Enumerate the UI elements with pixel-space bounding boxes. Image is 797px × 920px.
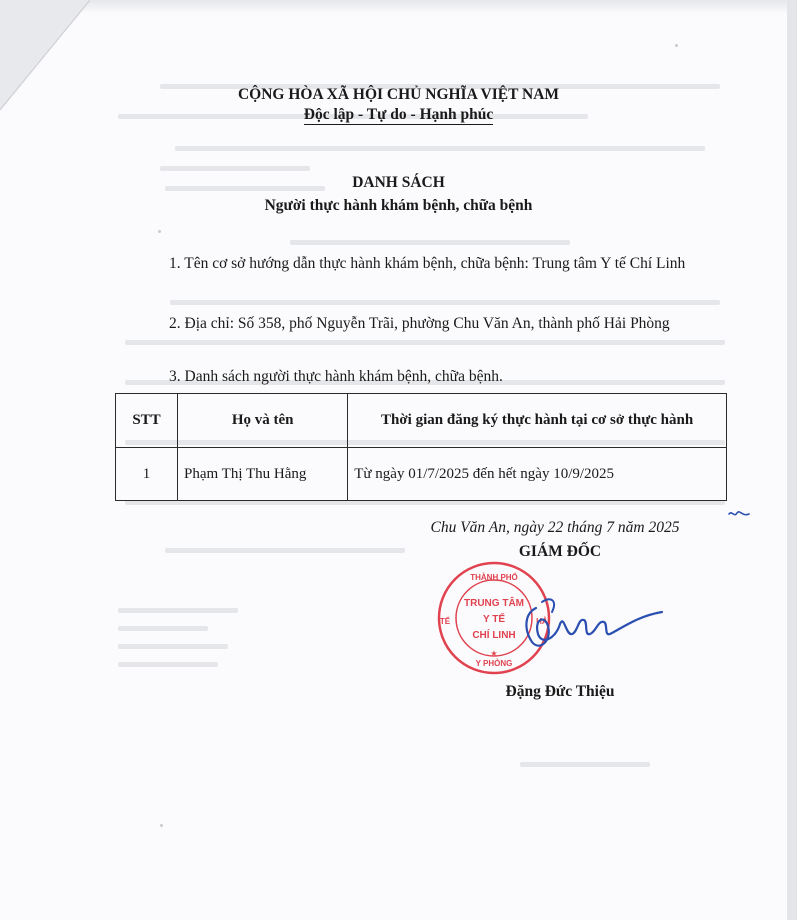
bleed-through-line (118, 644, 228, 649)
seal-center-line-1: TRUNG TÂM (464, 598, 524, 609)
seal-top-text: THÀNH PHỐ (470, 573, 518, 582)
practitioner-table (115, 393, 727, 501)
item-facility-name: 1. Tên cơ sở hướng dẫn thực hành khám bệnh, chữa bệnh: Trung tâm Y tế Chí Linh (169, 255, 686, 272)
national-motto (0, 106, 797, 124)
table-row (116, 448, 727, 501)
handwritten-signature (522, 590, 668, 660)
bleed-through-line (118, 662, 218, 667)
scan-speck (160, 824, 163, 827)
cell-name: Phạm Thị Thu Hằng (178, 448, 348, 501)
seal-bottom-text: Y PHÒNG (475, 659, 513, 668)
table-header-row (116, 394, 727, 448)
seal-center-line-3: CHÍ LINH (472, 630, 516, 641)
bleed-through-line (125, 340, 725, 345)
bleed-through-line (175, 146, 705, 151)
bleed-through-line (170, 300, 720, 305)
seal-center-line-2: Y TẾ (482, 614, 506, 625)
item-list-heading: 3. Danh sách người thực hành khám bệnh, chữa bệnh. (169, 368, 503, 385)
signer-name: Đặng Đức Thiệu (505, 683, 615, 700)
seal-left-text: TẾ (439, 617, 451, 626)
column-header-time: Thời gian đăng ký thực hành tại cơ sở thực hành (348, 394, 727, 448)
signer-position: GIÁM ĐỐC (518, 543, 602, 560)
pen-mark (728, 508, 750, 520)
column-header-name: Họ và tên (178, 394, 348, 448)
document-title: DANH SÁCH (352, 174, 445, 191)
national-title: CỘNG HÒA XÃ HỘI CHỦ NGHĨA VIỆT NAM (237, 86, 560, 103)
item-address: 2. Địa chỉ: Số 358, phố Nguyễn Trãi, phường Chu Văn An, thành phố Hải Phòng (169, 315, 670, 332)
bleed-through-line (118, 626, 208, 631)
cell-stt: 1 (116, 448, 178, 501)
bleed-through-line (290, 240, 570, 245)
bleed-through-line (165, 548, 405, 553)
scan-speck (158, 230, 161, 233)
scan-right-edge (787, 0, 797, 920)
seal-right-text: HẢI (536, 617, 550, 626)
cell-time: Từ ngày 01/7/2025 đến hết ngày 10/9/2025 (348, 448, 727, 501)
bleed-through-line (118, 608, 238, 613)
signing-dateline: Chu Văn An, ngày 22 tháng 7 năm 2025 (430, 519, 680, 536)
scan-edge-shadow (0, 0, 797, 14)
seal-star-icon: ★ (490, 649, 498, 658)
national-motto-text: Độc lập - Tự do - Hạnh phúc (303, 106, 494, 123)
bleed-through-line (520, 762, 650, 767)
column-header-stt: STT (116, 394, 178, 448)
scan-speck (675, 44, 678, 47)
document-subtitle: Người thực hành khám bệnh, chữa bệnh (264, 197, 533, 214)
bleed-through-line (160, 166, 310, 171)
